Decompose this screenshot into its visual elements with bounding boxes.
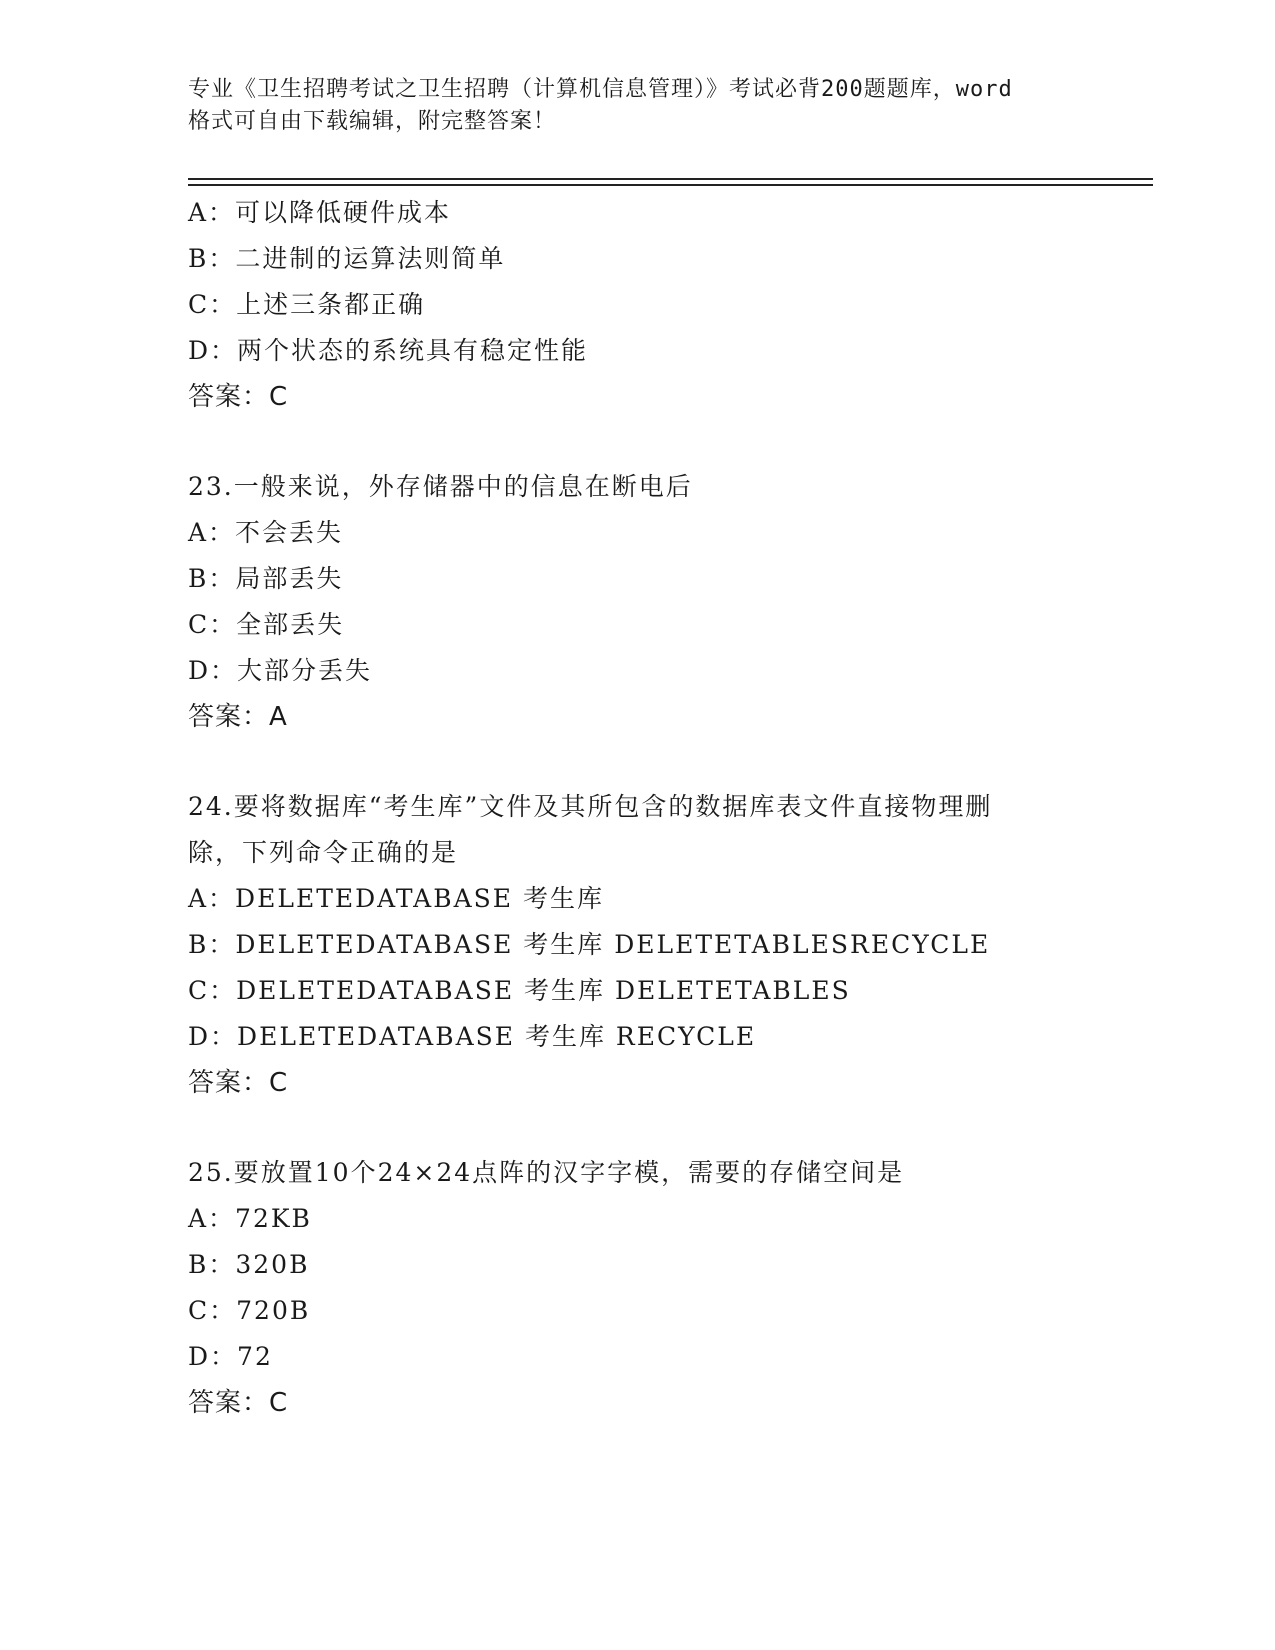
option-c: C：DELETEDATABASE 考生库 DELETETABLES <box>188 976 851 1005</box>
header-divider-top <box>188 178 1153 180</box>
header-line-2: 格式可自由下载编辑，附完整答案！ <box>188 109 557 134</box>
option-b: B：DELETEDATABASE 考生库 DELETETABLESRECYCLE <box>188 930 991 959</box>
option-a: A：可以降低硬件成本 <box>188 198 452 227</box>
header-line-1: 专业《卫生招聘考试之卫生招聘（计算机信息管理）》考试必背200题题库，word <box>188 77 1013 102</box>
header-divider-bottom <box>188 184 1153 186</box>
option-b: B：二进制的运算法则简单 <box>188 244 506 273</box>
option-a: A：不会丢失 <box>188 518 344 547</box>
option-d: D：72 <box>188 1342 273 1371</box>
block-spacer <box>188 740 1153 784</box>
question-text: 23.一般来说，外存储器中的信息在断电后 <box>188 472 693 501</box>
answer-line: 答案：C <box>188 1068 289 1098</box>
option-c: C：全部丢失 <box>188 610 345 639</box>
answer-line: 答案：C <box>188 382 289 412</box>
question-block-22 <box>188 190 1153 420</box>
answer-line: 答案：A <box>188 702 288 732</box>
option-a: A：72KB <box>188 1204 312 1233</box>
option-c: C：720B <box>188 1296 311 1325</box>
question-text-line-2: 除，下列命令正确的是 <box>188 838 459 867</box>
question-text: 25.要放置10个24×24点阵的汉字字模，需要的存储空间是 <box>188 1158 905 1187</box>
question-list <box>188 190 1153 1426</box>
question-block-24 <box>188 784 1153 1106</box>
question-text-line-1: 24.要将数据库“考生库”文件及其所包含的数据库表文件直接物理删 <box>188 792 993 821</box>
question-block-23 <box>188 464 1153 740</box>
answer-line: 答案：C <box>188 1388 289 1418</box>
option-b: B：320B <box>188 1250 310 1279</box>
option-b: B：局部丢失 <box>188 564 344 593</box>
document-header <box>188 74 1088 138</box>
question-block-25 <box>188 1150 1153 1426</box>
block-spacer <box>188 1106 1153 1150</box>
option-d: D：DELETEDATABASE 考生库 RECYCLE <box>188 1022 757 1051</box>
option-a: A：DELETEDATABASE 考生库 <box>188 884 604 913</box>
option-d: D：大部分丢失 <box>188 656 373 685</box>
option-c: C：上述三条都正确 <box>188 290 426 319</box>
block-spacer <box>188 420 1153 464</box>
option-d: D：两个状态的系统具有稳定性能 <box>188 336 589 365</box>
